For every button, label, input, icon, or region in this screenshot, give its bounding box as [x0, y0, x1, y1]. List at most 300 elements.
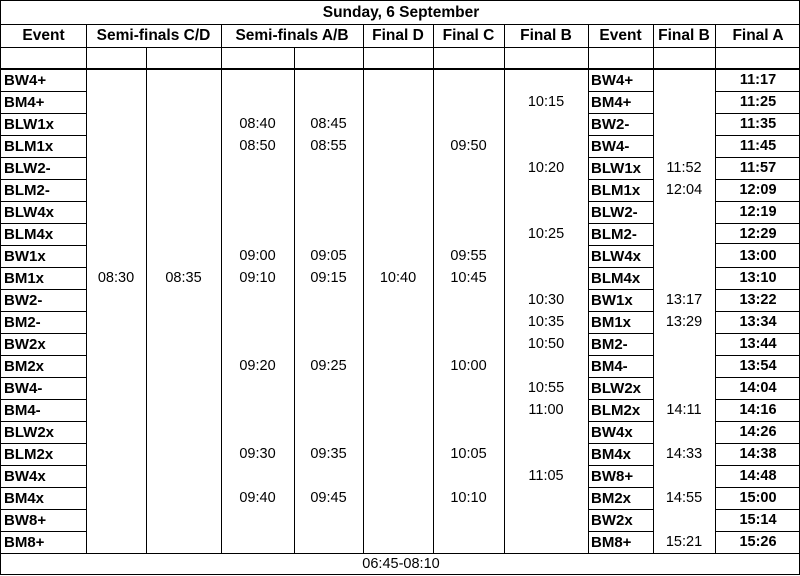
- final-d-time: [363, 509, 433, 531]
- final-d-time: [363, 179, 433, 201]
- grid-line: [433, 47, 434, 553]
- grid-line: [146, 47, 147, 553]
- final-d-time: [363, 113, 433, 135]
- final-b-time: 11:05: [528, 467, 564, 484]
- semifinal-ab-time-1: 08:50: [239, 137, 276, 154]
- final-c-time: [433, 157, 504, 179]
- final-c-time: [433, 377, 504, 399]
- final-c-time: 09:55: [450, 247, 487, 264]
- final-b-time-right: [653, 113, 715, 135]
- final-b-time-right: 11:52: [666, 159, 702, 176]
- final-a-time: 13:54: [739, 357, 777, 374]
- final-a-time: 14:04: [739, 379, 777, 396]
- grid-line: [504, 47, 505, 553]
- final-c-time: 10:05: [450, 445, 487, 462]
- final-d-time: [363, 399, 433, 421]
- semifinal-cd-time-1: [86, 421, 146, 443]
- event-cell-right: BLM1x: [591, 181, 641, 199]
- final-b-time: [504, 443, 588, 465]
- grid-line: [715, 509, 800, 510]
- event-cell: BLW4x: [4, 203, 55, 221]
- event-cell: BM1x: [4, 269, 45, 287]
- grid-line: [715, 487, 800, 488]
- grid-line: [715, 201, 800, 202]
- semifinal-ab-time-1: 09:40: [239, 489, 276, 506]
- semifinal-cd-time-2: [146, 465, 221, 487]
- grid-line: [715, 47, 716, 553]
- grid-line: [715, 355, 800, 356]
- final-b-time-right: [653, 245, 715, 267]
- event-cell: BW4x: [4, 467, 46, 485]
- final-b-time-right: [653, 377, 715, 399]
- event-cell-right: BW4+: [591, 71, 634, 89]
- semifinal-ab-time-1: [221, 157, 294, 179]
- grid-line: [1, 443, 86, 444]
- final-b-time: 10:35: [527, 313, 565, 330]
- grid-line: [715, 113, 800, 114]
- final-a-time: 15:26: [739, 533, 777, 550]
- event-cell: BLW2x: [4, 423, 55, 441]
- final-b-time-right: 12:04: [665, 181, 703, 198]
- final-b-time-right: [653, 223, 715, 245]
- semifinal-ab-time-2: 09:15: [310, 269, 347, 286]
- final-a-time: 13:34: [739, 313, 777, 330]
- semifinal-cd-time-2: [146, 157, 221, 179]
- final-b-time-right: [653, 509, 715, 531]
- grid-line: [588, 421, 653, 422]
- grid-line: [588, 443, 653, 444]
- final-b-time: [504, 355, 588, 377]
- grid-line: [1, 223, 86, 224]
- grid-line: [1, 157, 86, 158]
- event-cell: BLM1x: [4, 137, 54, 155]
- final-d-time: 10:40: [379, 269, 417, 286]
- event-cell: BW4-: [4, 379, 43, 397]
- grid-line: [1, 311, 86, 312]
- event-cell: BLM2-: [4, 181, 50, 199]
- final-b-time-right: [653, 135, 715, 157]
- semifinal-ab-time-2: [294, 333, 363, 355]
- grid-line: [1, 553, 800, 554]
- semifinal-ab-time-2: [294, 465, 363, 487]
- final-c-time: [433, 465, 504, 487]
- final-d-time: [363, 91, 433, 113]
- grid-line: [653, 47, 654, 553]
- semifinal-ab-time-1: 09:20: [239, 357, 276, 374]
- event-cell: BW1x: [4, 247, 46, 265]
- event-cell: BM4-: [4, 401, 41, 419]
- grid-line: [588, 113, 653, 114]
- semifinal-ab-time-2: [294, 509, 363, 531]
- grid-line: [715, 333, 800, 334]
- final-b-time: [504, 201, 588, 223]
- event-cell-right: BLW1x: [591, 159, 642, 177]
- semifinal-ab-time-1: [221, 377, 294, 399]
- final-a-time: 12:19: [739, 203, 777, 220]
- final-c-time: [433, 201, 504, 223]
- final-a-time: 14:16: [739, 401, 777, 418]
- grid-line: [1, 465, 86, 466]
- semifinal-cd-time-1: [86, 509, 146, 531]
- final-a-time: 13:10: [739, 269, 777, 286]
- final-b-time-right: 13:29: [665, 313, 703, 330]
- final-a-time: 14:26: [739, 423, 777, 440]
- event-cell-right: BW8+: [591, 467, 634, 485]
- header-final-b: Final B: [520, 26, 572, 44]
- semifinal-ab-time-1: [221, 223, 294, 245]
- grid-line: [1, 267, 86, 268]
- grid-line: [1, 377, 86, 378]
- grid-line: [1, 179, 86, 180]
- event-cell-right: BW4-: [591, 137, 630, 155]
- final-a-time: 14:48: [739, 467, 777, 484]
- grid-line: [363, 24, 364, 47]
- final-b-time-right: 15:21: [665, 533, 703, 550]
- final-a-time: 15:00: [739, 489, 777, 506]
- grid-line: [1, 91, 86, 92]
- final-b-time: 10:25: [527, 225, 565, 242]
- final-b-time: [504, 267, 588, 289]
- final-d-time: [363, 157, 433, 179]
- grid-line: [1, 355, 86, 356]
- header-final-a: Final A: [732, 26, 784, 44]
- grid-line: [715, 443, 800, 444]
- final-a-time: 11:35: [739, 115, 777, 132]
- final-b-time: 10:30: [527, 291, 565, 308]
- final-a-time: 12:09: [739, 181, 777, 198]
- semifinal-cd-time-2: [146, 311, 221, 333]
- final-d-time: [363, 333, 433, 355]
- semifinal-cd-time-1: [86, 113, 146, 135]
- semifinal-cd-time-2: [146, 245, 221, 267]
- semifinal-cd-time-2: [146, 113, 221, 135]
- final-a-time: 13:00: [739, 247, 777, 264]
- final-b-time-right: [653, 355, 715, 377]
- event-cell: BLM4x: [4, 225, 54, 243]
- event-cell-right: BLM4x: [591, 269, 641, 287]
- header-event-right: Event: [599, 26, 642, 44]
- grid-line: [588, 267, 653, 268]
- semifinal-cd-time-2: 08:35: [165, 269, 202, 286]
- footer-time-range: 06:45-08:10: [362, 556, 440, 573]
- final-d-time: [363, 531, 433, 553]
- semifinal-cd-time-1: [86, 69, 146, 91]
- grid-line: [588, 487, 653, 488]
- semifinal-cd-time-2: [146, 201, 221, 223]
- semifinal-ab-time-2: [294, 289, 363, 311]
- final-a-time: 11:45: [739, 137, 777, 154]
- final-b-time-right: [653, 69, 715, 91]
- grid-line: [588, 531, 653, 532]
- semifinal-cd-time-2: [146, 509, 221, 531]
- final-b-time: 11:00: [528, 401, 564, 418]
- final-b-time: [504, 421, 588, 443]
- semifinal-cd-time-1: [86, 531, 146, 553]
- event-cell-right: BLW2-: [591, 203, 638, 221]
- grid-line: [715, 91, 800, 92]
- semifinal-cd-time-1: [86, 179, 146, 201]
- final-b-time: [504, 179, 588, 201]
- semifinal-cd-time-2: [146, 179, 221, 201]
- event-cell-right: BM4x: [591, 445, 632, 463]
- grid-line: [1, 113, 86, 114]
- final-d-time: [363, 355, 433, 377]
- final-a-time: 11:25: [739, 93, 777, 110]
- semifinal-ab-time-1: [221, 531, 294, 553]
- event-cell-right: BW4x: [591, 423, 633, 441]
- semifinal-ab-time-2: [294, 531, 363, 553]
- final-b-time: [504, 135, 588, 157]
- semifinal-ab-time-2: [294, 91, 363, 113]
- final-c-time: 10:10: [450, 489, 487, 506]
- grid-line: [715, 157, 800, 158]
- semifinal-cd-time-1: [86, 333, 146, 355]
- semifinal-cd-time-2: [146, 377, 221, 399]
- final-b-time: 10:55: [527, 379, 565, 396]
- final-b-time: [504, 531, 588, 553]
- grid-line: [588, 355, 653, 356]
- semifinal-ab-time-2: [294, 377, 363, 399]
- event-cell-right: BM8+: [591, 533, 632, 551]
- semifinal-cd-time-1: [86, 201, 146, 223]
- semifinal-cd-time-2: [146, 487, 221, 509]
- semifinal-ab-time-2: [294, 157, 363, 179]
- grid-line: [715, 223, 800, 224]
- final-b-time: 10:50: [527, 335, 565, 352]
- semifinal-ab-time-1: 08:40: [239, 115, 276, 132]
- final-a-time: 13:22: [739, 291, 777, 308]
- event-cell-right: BM4+: [591, 93, 632, 111]
- semifinal-ab-time-1: 09:10: [239, 269, 276, 286]
- final-d-time: [363, 377, 433, 399]
- final-c-time: [433, 421, 504, 443]
- grid-line: [588, 135, 653, 136]
- final-d-time: [363, 201, 433, 223]
- final-b-time: [504, 69, 588, 91]
- grid-line: [1, 487, 86, 488]
- event-cell-right: BLM2-: [591, 225, 637, 243]
- semifinal-ab-time-1: [221, 91, 294, 113]
- final-b-time-right: [653, 91, 715, 113]
- final-d-time: [363, 443, 433, 465]
- grid-line: [715, 179, 800, 180]
- grid-line: [1, 399, 86, 400]
- semifinal-cd-time-2: [146, 69, 221, 91]
- semifinal-ab-time-2: 09:25: [310, 357, 347, 374]
- final-c-time: 10:00: [450, 357, 487, 374]
- event-cell: BW4+: [4, 71, 47, 89]
- grid-line: [715, 311, 800, 312]
- grid-line: [588, 465, 653, 466]
- grid-line: [715, 421, 800, 422]
- grid-line: [588, 201, 653, 202]
- final-d-time: [363, 421, 433, 443]
- grid-line: [221, 47, 222, 553]
- event-cell-right: BM1x: [591, 313, 632, 331]
- final-c-time: [433, 531, 504, 553]
- final-a-time: 14:38: [739, 445, 777, 462]
- final-a-time: 11:57: [739, 159, 777, 176]
- event-cell-right: BLW4x: [591, 247, 642, 265]
- final-b-time-right: 14:11: [666, 401, 702, 418]
- final-d-time: [363, 487, 433, 509]
- grid-line: [588, 377, 653, 378]
- semifinal-cd-time-2: [146, 91, 221, 113]
- semifinal-cd-time-2: [146, 135, 221, 157]
- grid-line: [1, 47, 800, 48]
- grid-line: [1, 333, 86, 334]
- grid-line: [588, 223, 653, 224]
- semifinal-cd-time-1: 08:30: [97, 269, 135, 286]
- grid-line: [1, 245, 86, 246]
- grid-line: [653, 24, 654, 47]
- grid-line: [588, 157, 653, 158]
- semifinal-ab-time-1: [221, 399, 294, 421]
- grid-line: [588, 311, 653, 312]
- semifinal-ab-time-1: [221, 465, 294, 487]
- final-a-time: 15:14: [739, 511, 777, 528]
- semifinal-cd-time-1: [86, 289, 146, 311]
- grid-line: [715, 135, 800, 136]
- final-b-time-right: [653, 465, 715, 487]
- grid-line: [1, 135, 86, 136]
- grid-line: [588, 333, 653, 334]
- event-cell-right: BLM2x: [591, 401, 641, 419]
- final-c-time: [433, 113, 504, 135]
- event-cell-right: BM2-: [591, 335, 628, 353]
- event-cell: BW8+: [4, 511, 47, 529]
- header-final-d: Final D: [372, 26, 424, 44]
- grid-line: [1, 531, 86, 532]
- grid-line: [504, 24, 505, 47]
- header-semifinals-cd: Semi-finals C/D: [96, 26, 211, 44]
- final-b-time: 10:20: [527, 159, 565, 176]
- header-event: Event: [22, 26, 65, 44]
- grid-line: [588, 91, 653, 92]
- final-b-time-right: [653, 267, 715, 289]
- semifinal-ab-time-2: [294, 69, 363, 91]
- event-cell: BM4x: [4, 489, 45, 507]
- grid-line: [588, 47, 589, 553]
- final-b-time-right: [653, 333, 715, 355]
- grid-line: [588, 509, 653, 510]
- grid-line: [588, 24, 589, 47]
- event-cell-right: BW2-: [591, 115, 630, 133]
- semifinal-cd-time-1: [86, 135, 146, 157]
- semifinal-ab-time-1: [221, 179, 294, 201]
- semifinal-ab-time-2: 09:05: [310, 247, 347, 264]
- grid-line: [221, 24, 222, 47]
- semifinal-ab-time-2: [294, 223, 363, 245]
- final-c-time: [433, 91, 504, 113]
- semifinal-ab-time-1: [221, 289, 294, 311]
- final-c-time: 09:50: [450, 137, 487, 154]
- semifinal-cd-time-1: [86, 465, 146, 487]
- semifinal-ab-time-2: [294, 179, 363, 201]
- final-d-time: [363, 465, 433, 487]
- final-b-time: [504, 487, 588, 509]
- event-cell: BW2-: [4, 291, 43, 309]
- semifinal-cd-time-1: [86, 443, 146, 465]
- final-d-time: [363, 223, 433, 245]
- grid-line: [588, 245, 653, 246]
- final-d-time: [363, 289, 433, 311]
- semifinal-cd-time-2: [146, 443, 221, 465]
- final-d-time: [363, 135, 433, 157]
- semifinal-ab-time-1: [221, 201, 294, 223]
- grid-line: [1, 68, 800, 71]
- event-cell-right: BLW2x: [591, 379, 642, 397]
- grid-line: [1, 421, 86, 422]
- grid-line: [715, 531, 800, 532]
- semifinal-ab-time-2: 08:45: [310, 115, 347, 132]
- final-c-time: 10:45: [450, 269, 487, 286]
- semifinal-cd-time-2: [146, 421, 221, 443]
- final-b-time-right: [653, 201, 715, 223]
- event-cell: BLW1x: [4, 115, 55, 133]
- grid-line: [294, 47, 295, 553]
- final-b-time-right: 14:33: [665, 445, 703, 462]
- grid-line: [433, 24, 434, 47]
- grid-line: [1, 509, 86, 510]
- header-semifinals-ab: Semi-finals A/B: [235, 26, 349, 44]
- header-final-c: Final C: [442, 26, 495, 44]
- semifinal-ab-time-1: [221, 311, 294, 333]
- semifinal-cd-time-1: [86, 157, 146, 179]
- grid-line: [715, 399, 800, 400]
- semifinal-ab-time-1: 09:00: [239, 247, 276, 264]
- grid-line: [86, 47, 87, 553]
- event-cell: BM2x: [4, 357, 45, 375]
- final-c-time: [433, 223, 504, 245]
- semifinal-cd-time-2: [146, 355, 221, 377]
- final-c-time: [433, 179, 504, 201]
- event-cell-right: BW2x: [591, 511, 633, 529]
- semifinal-cd-time-1: [86, 223, 146, 245]
- grid-line: [715, 24, 716, 47]
- event-cell-right: BW1x: [591, 291, 633, 309]
- final-b-time-right: 14:55: [665, 489, 703, 506]
- semifinal-cd-time-1: [86, 355, 146, 377]
- grid-line: [1, 24, 800, 25]
- semifinal-cd-time-1: [86, 487, 146, 509]
- semifinal-cd-time-2: [146, 531, 221, 553]
- semifinal-ab-time-1: [221, 69, 294, 91]
- event-cell-right: BM2x: [591, 489, 632, 507]
- semifinal-ab-time-1: [221, 333, 294, 355]
- grid-line: [715, 377, 800, 378]
- semifinal-cd-time-2: [146, 289, 221, 311]
- final-c-time: [433, 509, 504, 531]
- grid-line: [363, 47, 364, 553]
- grid-line: [715, 465, 800, 466]
- semifinal-ab-time-2: 08:55: [310, 137, 347, 154]
- final-c-time: [433, 311, 504, 333]
- final-b-time: 10:15: [527, 93, 565, 110]
- event-cell: BLW2-: [4, 159, 51, 177]
- semifinal-ab-time-1: [221, 421, 294, 443]
- semifinal-ab-time-2: [294, 421, 363, 443]
- semifinal-cd-time-1: [86, 377, 146, 399]
- semifinal-cd-time-2: [146, 399, 221, 421]
- final-b-time: [504, 113, 588, 135]
- grid-line: [1, 201, 86, 202]
- semifinal-cd-time-2: [146, 223, 221, 245]
- final-b-time: [504, 245, 588, 267]
- semifinal-ab-time-2: [294, 311, 363, 333]
- semifinal-cd-time-1: [86, 91, 146, 113]
- final-a-time: 13:44: [739, 335, 777, 352]
